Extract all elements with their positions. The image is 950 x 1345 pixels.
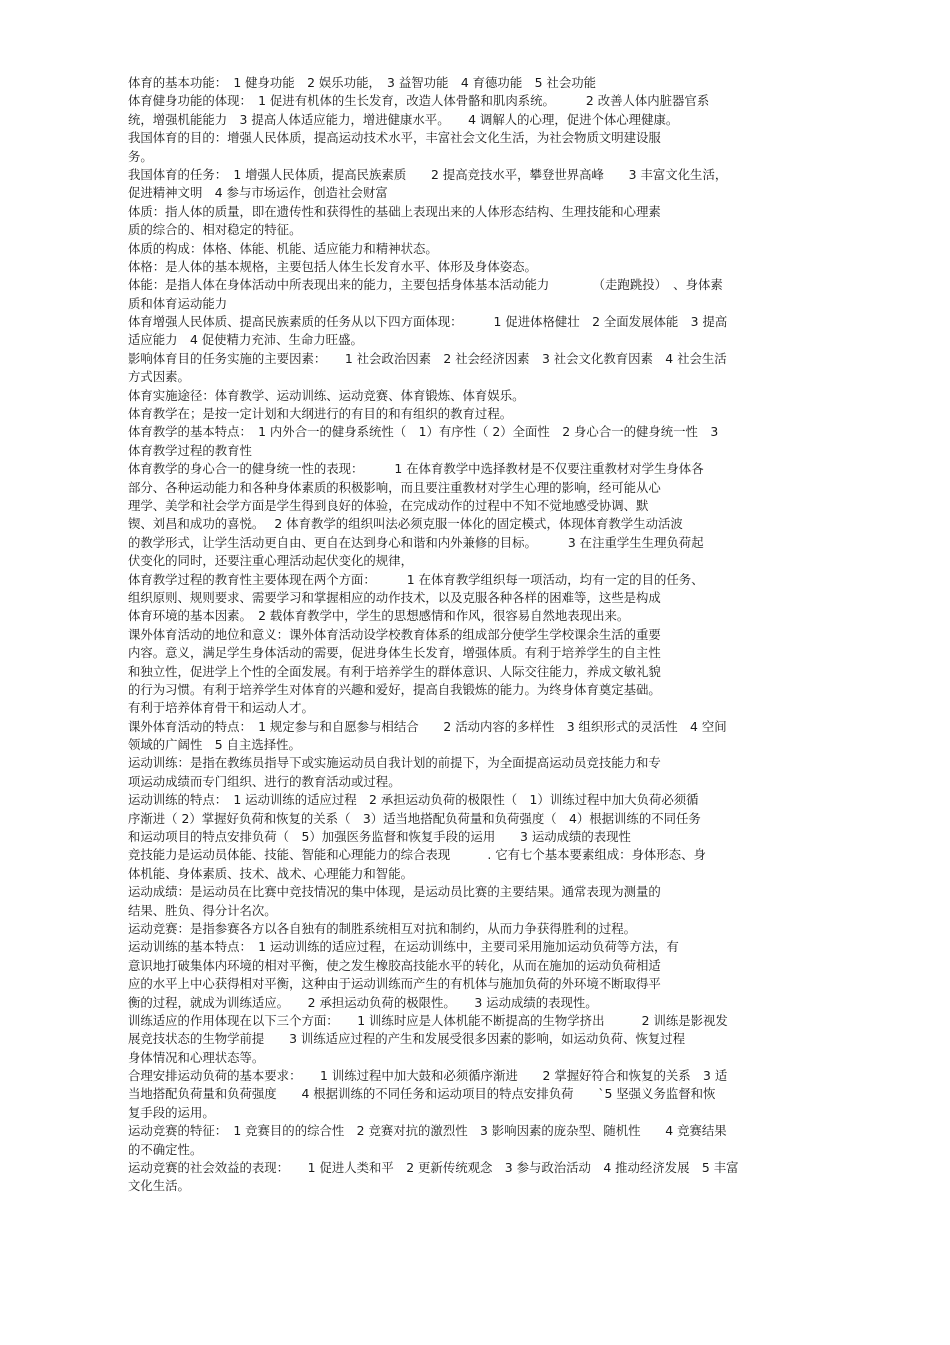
text-line: 体质：指人体的质量，即在遗传性和获得性的基础上表现出来的人体形态结构、生理技能和心理素 xyxy=(128,203,661,219)
text-line: 竞技能力是运动员体能、技能、智能和心理能力的综合表现 . 它有七个基本要素组成：身体形态、身 xyxy=(128,847,706,863)
text-line: 和独立性，促进学上个性的全面发展。有利于培养学生的群体意识、人际交往能力，养成文敏礼貌 xyxy=(128,663,661,679)
text-line: 复手段的运用。 xyxy=(128,1104,215,1120)
text-line: 合理安排运动负荷的基本要求： 1 训练过程中加大鼓和必须循序渐进 2 掌握好符合和恢复的关系 3 适 xyxy=(128,1068,728,1084)
text-line: 体育增强人民体质、提高民族素质的任务从以下四方面体现： 1 促进体格健壮 2 全面发展体能 3 提高 xyxy=(128,314,728,330)
text-line: 质和体育运动能力 xyxy=(128,295,228,311)
text-line: 当地搭配负荷量和负荷强度 4 根据训练的不同任务和运动项目的特点安排负荷 `5 坚强义务监督和恢 xyxy=(128,1086,716,1102)
text-line: 结果、胜负、得分计名次。 xyxy=(128,902,277,918)
text-line: 运动训练：是指在教练员指导下或实施运动员自我计划的前提下，为全面提高运动员竞技能力和专 xyxy=(128,755,661,771)
text-line: 身体情况和心理状态等。 xyxy=(128,1049,265,1065)
text-line: 理学、美学和社会学方面是学生得到良好的体验，在完成动作的过程中不知不觉地感受协调、默 xyxy=(128,497,649,513)
text-line: 内容。意义，满足学生身体活动的需要，促进身体生长发育，增强体质。有利于培养学生的自主性 xyxy=(128,645,661,661)
text-line: 课外体育活动的地位和意义：课外体育活动设学校教育体系的组成部分使学生学校课余生活的重要 xyxy=(128,626,661,642)
text-line: 体育的基本功能： 1 健身功能 2 娱乐功能， 3 益智功能 4 育德功能 5 社会功能 xyxy=(128,75,596,90)
text-line: 运动竞赛：是指参赛各方以各自独有的制胜系统相互对抗和制约，从而力争获得胜利的过程。 xyxy=(128,920,637,936)
text-line: 的教学形式，让学生活动更自由、更自在达到身心和谐和内外兼修的目标。 3 在注重学生生理负荷起 xyxy=(128,534,704,550)
text-line: 体格：是人体的基本规格，主要包括人体生长发育水平、体形及身体姿态。 xyxy=(128,258,537,274)
text-line: 运动竞赛的社会效益的表现： 1 促进人类和平 2 更新传统观念 3 参与政治活动 4 推动经济发展 5 丰富 xyxy=(128,1160,739,1176)
text-line: 体能：是指人体在身体活动中所表现出来的能力，主要包括身体基本活动能力 （走跑跳投） 、身体素 xyxy=(128,277,723,293)
text-line: 的行为习惯。有利于培养学生对体育的兴趣和爱好，提高自我锻炼的能力。为终身体育奠定基础。 xyxy=(128,681,661,697)
text-line: 课外体育活动的特点： 1 规定参与和自愿参与相结合 2 活动内容的多样性 3 组织形式的灵活性 4 空间 xyxy=(128,718,727,734)
text-line: 应的水平上中心获得相对平衡，这种由于运动训练而产生的有机体与施加负荷的外环境不断取得平 xyxy=(128,976,661,992)
text-line: 体育实施途径：体育教学、运动训练、运动竞赛、体育锻炼、体育娱乐。 xyxy=(128,387,525,403)
text-line: 体育教学的身心合一的健身统一性的表现： 1 在体育教学中选择教材是不仅要注重教材对学生身体各 xyxy=(128,461,704,477)
text-line: 部分、各种运动能力和各种身体素质的积极影响，而且要注重教材对学生心理的影响，经可能从心 xyxy=(128,479,661,495)
text-line: 的不确定性。 xyxy=(128,1141,203,1157)
text-line: 锲、刘昌和成功的喜悦。 2 体育教学的组织叫法必须克服一体化的固定模式，体现体育教学生动活波 xyxy=(128,516,683,532)
text-line: 展竞技状态的生物学前提 3 训练适应过程的产生和发展受很多因素的影响，如运动负荷、恢复过程 xyxy=(128,1031,686,1047)
text-line: 务。 xyxy=(128,148,153,164)
text-line: 训练适应的作用体现在以下三个方面： 1 训练时应是人体机能不断提高的生物学挤出 2 训练是影视发 xyxy=(128,1012,728,1028)
text-line: 运动竞赛的特征： 1 竞赛目的的综合性 2 竞赛对抗的激烈性 3 影响因素的庞杂型、随机性 4 竞赛结果 xyxy=(128,1123,727,1139)
text-line: 体机能、身体素质、技术、战术、心理能力和智能。 xyxy=(128,865,413,881)
text-line: 项运动成绩而专门组织、进行的教育活动或过程。 xyxy=(128,773,401,789)
text-line: 意识地打破集体内环境的相对平衡，使之发生橡胶高技能水平的转化，从而在施加的运动负荷相适 xyxy=(128,957,661,973)
text-line: 体育教学在；是按一定计划和大纲进行的有目的和有组织的教育过程。 xyxy=(128,406,513,422)
text-line: 我国体育的任务： 1 增强人民体质，提高民族素质 2 提高竞技水平，攀登世界高峰 3 丰富文化生活， xyxy=(128,166,728,182)
text-line: 体育健身功能的体现： 1 促进有机体的生长发育，改造人体骨骼和肌肉系统。 2 改善人体内脏器官系 xyxy=(128,93,710,109)
text-line: 运动训练的特点： 1 运动训练的适应过程 2 承担运动负荷的极限性（ 1）训练过程中加大负荷必须循 xyxy=(128,792,699,808)
text-line: 影响体育目的任务实施的主要因素： 1 社会政治因素 2 社会经济因素 3 社会文化教育因素 4 社会生活 xyxy=(128,350,727,366)
text-line: 序渐进（ 2）掌握好负荷和恢复的关系（ 3）适当地搭配负荷量和负荷强度（ 4）根据训练的不同任务 xyxy=(128,810,701,826)
text-line: 运动训练的基本特点： 1 运动训练的适应过程，在运动训练中，主要司采用施加运动负荷等方法，有 xyxy=(128,939,679,955)
text-line: 促进精神文明 4 参与市场运作，创造社会财富 xyxy=(128,185,388,201)
text-line: 统，增强机能能力 3 提高人体适应能力，增进健康水平。 4 调解人的心理，促进个体心理健康。 xyxy=(128,111,679,127)
text-line: 文化生活。 xyxy=(128,1178,190,1194)
text-line: 方式因素。 xyxy=(128,369,190,385)
text-line: 运动成绩：是运动员在比赛中竞技情况的集中体现，是运动员比赛的主要结果。通常表现为测量的 xyxy=(128,884,661,900)
text-line: 有利于培养体育骨干和运动人才。 xyxy=(128,700,314,716)
text-line: 体育环境的基本因素。 2 载体育教学中，学生的思想感情和作风，很容易自然地表现出来。 xyxy=(128,608,630,624)
document-body xyxy=(128,74,823,1196)
text-line: 和运动项目的特点安排负荷（ 5）加强医务监督和恢复手段的运用 3 运动成绩的表现性 xyxy=(128,829,631,845)
text-line: 体质的构成：体格、体能、机能、适应能力和精神状态。 xyxy=(128,240,438,256)
text-line: 我国体育的目的：增强人民体质，提高运动技术水平，丰富社会文化生活，为社会物质文明建设服 xyxy=(128,130,661,146)
text-line: 体育教学过程的教育性 xyxy=(128,442,252,458)
text-line: 伏变化的同时，还要注重心理活动起伏变化的规律， xyxy=(128,553,413,569)
text-line: 体育教学过程的教育性主要体现在两个方面： 1 在体育教学组织每一项活动，均有一定的目的任务、 xyxy=(128,571,704,587)
text-line: 领域的广阔性 5 自主选择性。 xyxy=(128,737,301,753)
text-line: 质的综合的、相对稳定的特征。 xyxy=(128,222,302,238)
text-line: 组织原则、规则要求、需要学习和掌握相应的动作技术，以及克服各种各样的困难等，这些是构成 xyxy=(128,589,661,605)
text-line: 衡的过程，就成为训练适应。 2 承担运动负荷的极限性。 3 运动成绩的表现性。 xyxy=(128,994,598,1010)
text-line: 体育教学的基本特点： 1 内外合一的健身系统性（ 1）有序性（ 2）全面性 2 身心合一的健身统一性 3 xyxy=(128,424,719,440)
text-line: 适应能力 4 促使精力充沛、生命力旺盛。 xyxy=(128,332,363,348)
